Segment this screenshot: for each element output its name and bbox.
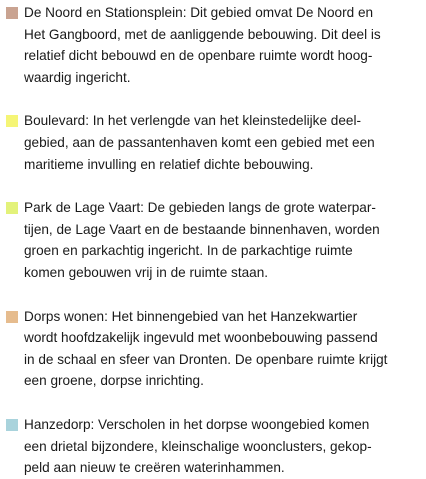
legend-text-line: tijen, de Lage Vaart en de bestaande binnenhaven, worden xyxy=(24,221,380,237)
legend xyxy=(6,2,422,479)
legend-text-line: Hanzedorp: Verscholen in het dorpse woongebied komen xyxy=(24,416,370,432)
legend-text-line: peld aan nieuw te creëren waterinhammen. xyxy=(24,460,285,476)
legend-item-park-lage-vaart xyxy=(6,197,422,283)
legend-text-line: maritieme invulling en relatief dichte bebouwing. xyxy=(24,156,314,172)
legend-text-line: Het Gangboord, met de aanliggende bebouwing. Dit deel is xyxy=(24,26,381,42)
legend-text-line: Dorps wonen: Het binnengebied van het Hanzekwartier xyxy=(24,308,358,324)
legend-text-line: Park de Lage Vaart: De gebieden langs de grote waterpar- xyxy=(24,200,376,216)
legend-text-line: komen gebouwen vrij in de ruimte staan. xyxy=(24,264,269,280)
color-swatch xyxy=(6,419,18,431)
legend-text-line: een drietal bijzondere, kleinschalige woonclusters, gekop- xyxy=(24,438,372,454)
legend-text-line: relatief dicht bebouwd en de openbare ruimte wordt hoog- xyxy=(24,48,373,64)
legend-item-hanzedorp xyxy=(6,414,422,479)
legend-text-line: gebied, aan de passantenhaven komt een gebied met een xyxy=(24,134,375,150)
legend-text-line: een groene, dorpse inrichting. xyxy=(24,373,204,389)
color-swatch xyxy=(6,202,18,214)
legend-text-line: in de schaal en sfeer van Dronten. De openbare ruimte krijgt xyxy=(24,351,388,367)
legend-text-line: wordt hoofdzakelijk ingevuld met woonbebouwing passend xyxy=(24,330,378,346)
legend-item-boulevard xyxy=(6,110,422,175)
legend-text-line: De Noord en Stationsplein: Dit gebied omvat De Noord en xyxy=(24,5,374,20)
legend-text-line: waardig ingericht. xyxy=(24,69,131,85)
color-swatch xyxy=(6,115,18,127)
legend-text-line: Boulevard: In het verlengde van het kleinstedelijke deel- xyxy=(24,113,362,129)
legend-text-line: groen en parkachtig ingericht. In de parkachtige ruimte xyxy=(24,243,353,259)
color-swatch xyxy=(6,311,18,323)
legend-item-dorps-wonen xyxy=(6,306,422,392)
legend-item-noord-stationsplein xyxy=(6,2,422,88)
color-swatch xyxy=(6,7,18,19)
